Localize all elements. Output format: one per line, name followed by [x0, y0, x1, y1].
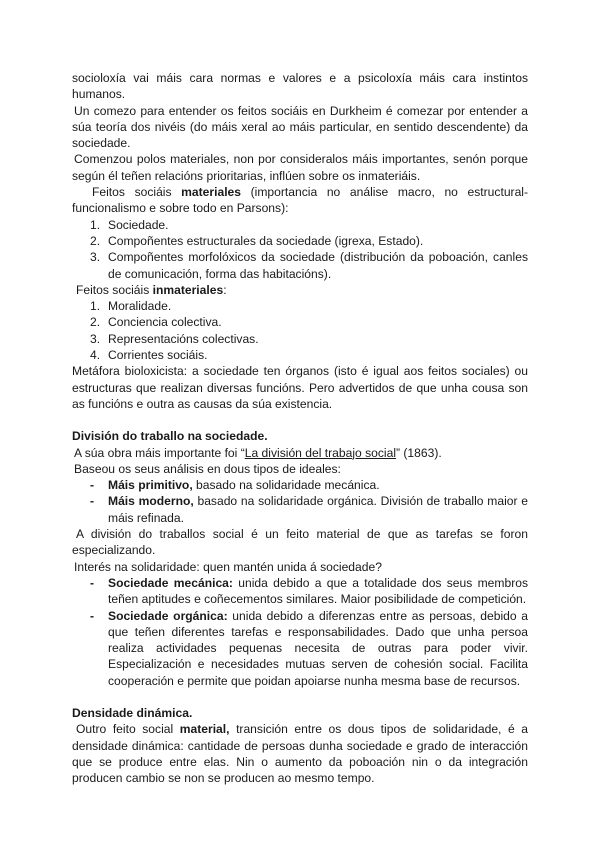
list-item	[72, 347, 528, 363]
list-item-text: Conciencia colectiva.	[108, 315, 222, 330]
underlined-book-title: La división del trabajo social	[244, 445, 397, 460]
list-number: 1.	[90, 299, 101, 314]
text-run: (importancia no análise macro, no estructural-funcionalismo e sobre todo en Parsons):	[72, 185, 529, 216]
list-number: 1.	[90, 217, 101, 232]
list-number: 3.	[90, 250, 101, 265]
bold-term-materiales: materiales	[181, 185, 242, 200]
paragraph-materiales-intro	[72, 184, 528, 217]
list-number: 2.	[90, 233, 101, 248]
dash-bullet: -	[90, 575, 95, 590]
list-item-text: Moralidade.	[108, 299, 172, 314]
paragraph-densidade	[72, 721, 528, 786]
paragraph-obra	[72, 445, 528, 461]
paragraph-socioloxia: socioloxía vai máis cara normas e valores e a psicoloxía máis cara instintos humanos.	[72, 71, 528, 102]
dash-bullet: -	[90, 478, 95, 493]
bold-term: Máis moderno,	[108, 494, 194, 509]
text-run: A súa obra máis importante foi “	[74, 445, 245, 460]
list-item	[72, 331, 528, 347]
paragraph-baseou: Baseou os seus análisis en dous tipos de ideales:	[74, 461, 341, 476]
list-item-text: Representacións colectivas.	[108, 331, 259, 346]
list-item	[72, 314, 528, 330]
list-inmateriales	[72, 298, 528, 363]
list-number: 2.	[90, 315, 101, 330]
paragraph-inmateriales-intro	[72, 282, 528, 298]
list-item-text: Compoñentes estructurales da sociedade (igrexa, Estado).	[108, 233, 424, 248]
text-run: Feitos sociáis	[92, 185, 182, 200]
list-item	[72, 575, 528, 608]
list-solidaridades	[72, 575, 528, 689]
list-item-text: Corrientes sociáis.	[108, 348, 208, 363]
list-number: 3.	[90, 331, 101, 346]
dash-bullet: -	[90, 608, 95, 623]
list-item-text: basado na solidaridade orgánica. División de traballo maior e máis refinada.	[108, 494, 528, 525]
list-item-text: unida debido a que a totalidade dos seus membros teñen aptitudes e coñecementos similares. Maior posibilidade de competición.	[108, 575, 528, 607]
paragraph-metafora: Metáfora bioloxicista: a sociedade ten órganos (isto é igual aos feitos sociales) ou estructuras que realizan diversas funcións. Pero advertidos de que unha cousa son as funcións e outra as causas da súa existencia.	[72, 364, 528, 411]
list-item	[72, 298, 528, 314]
paragraph-interes: Interés na solidaridade: quen mantén unida á sociedade?	[74, 559, 382, 574]
text-run: ” (1863).	[396, 445, 442, 460]
list-item-text: Sociedade.	[108, 217, 169, 232]
text-run: transición entre os dous tipos de solidaridade, é a densidade dinámica: cantidade de persoas dunha sociedade e grado de interacción que se produce entre elas. Nin o aumento da poboación nin o da integración producen cambio se non se producen ao mesmo tempo.	[72, 722, 528, 786]
bold-term: Máis primitivo,	[108, 478, 193, 493]
document-body	[72, 70, 528, 786]
list-item-text: Compoñentes morfolóxicos da sociedade (distribución da poboación, canles de comunicación, forma das habitacións).	[108, 250, 528, 281]
list-item	[72, 217, 528, 233]
list-item	[72, 233, 528, 249]
paragraph-comenzou-materiales: Comenzou polos materiales, non por consideralos máis importantes, senón porque según él teñen relacións prioritarias, inflúen sobre os inmateriáis.	[72, 152, 528, 183]
text-run: :	[223, 282, 227, 297]
paragraph-comezo-durkheim: Un comezo para entender os feitos sociáis en Durkheim é comezar por entender a súa teoría dos nivéis (do máis xeral ao máis particular, en sentido descendente) da sociedade.	[72, 103, 528, 151]
list-item	[72, 493, 528, 526]
bold-term: Sociedade orgánica:	[108, 608, 228, 623]
text-run: Outro feito social	[76, 722, 180, 737]
list-item	[72, 477, 528, 493]
section-heading-division: División do traballo na sociedade.	[72, 429, 268, 444]
list-materiales	[72, 217, 528, 282]
list-item-text: basado na solidaridade mecánica.	[192, 478, 380, 493]
list-item	[72, 249, 528, 282]
list-ideales	[72, 477, 528, 526]
bold-term: Sociedade mecánica:	[108, 575, 233, 590]
list-number: 4.	[90, 348, 101, 363]
section-heading-densidade: Densidade dinámica.	[72, 705, 193, 720]
text-run: Feitos sociáis	[76, 282, 153, 297]
bold-term-inmateriales: inmateriales	[152, 282, 224, 297]
list-item	[72, 608, 528, 689]
dash-bullet: -	[90, 494, 95, 509]
paragraph-division-material: A división do traballos social é un feito material de que as tarefas se foron especializando.	[72, 527, 528, 558]
bold-term-material: material,	[179, 722, 230, 737]
list-item-text: unida debido a diferenzas entre as persoas, debido a que teñen diferentes tarefas e responsabilidades. Dado que unha persoa realiza actividades pequenas necesita de outras para poder vivir. Especialización e necesidades mutuas serven de cohesión social. Facilita cooperación e permite que poidan apoiarse nunha mesma base de recursos.	[108, 608, 529, 688]
